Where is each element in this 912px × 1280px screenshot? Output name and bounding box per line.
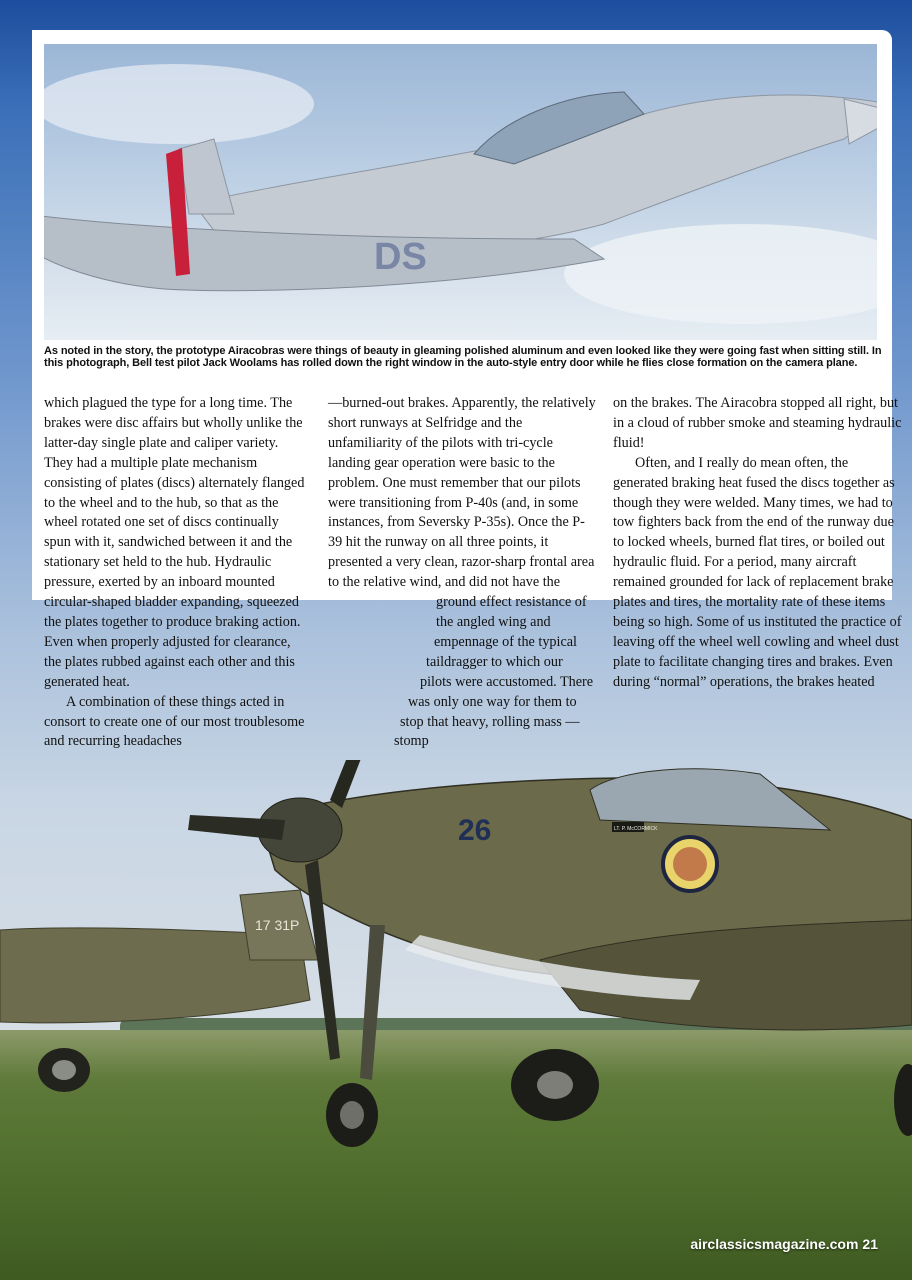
text-column-2 [328, 394, 596, 792]
plane-marking: DS [374, 236, 427, 278]
site-url: airclassicsmagazine.com [690, 1236, 859, 1252]
paragraph: on the brakes. The Airacobra stopped all right, but in a cloud of rubber smoke and steaming hydraulic fluid! [613, 395, 902, 451]
main-plane-number: 26 [458, 814, 492, 847]
silver-airacobra-illustration [44, 44, 877, 342]
photo-caption: As noted in the story, the prototype Airacobras were things of beauty in gleaming polished aluminum and even looked like they were going fast when sitting still. In this photograph, Bell test pilot Jack Woolams has rolled down the right window in the auto-style entry door while he flies close formation on the camera plane. [44, 345, 882, 369]
paragraph: —burned-out brakes. Apparently, the relatively short runways at Selfridge and the unfamiliarity of the pilots with tri-cycle landing gear operation were basic to the problem. One must remember that our pilots were transitioning from P-40s (and, in some instances, from Seversky P-35s). Once the P-39 hit the runway on all three points, it presented a very clean, razor-sharp frontal area to the relative wind, and did not have the ground effect resistance of the angled wing and empennage of the typical taildragger to which our pilots were accustomed. There was only one way for them to stop that heavy, rolling mass — stomp [328, 395, 596, 750]
paragraph: A combination of these things acted in consort to create one of our most troublesome and recurring headaches [44, 693, 305, 750]
page-footer [690, 1236, 878, 1252]
page-number: 21 [862, 1236, 878, 1252]
text-column-3 [613, 394, 903, 693]
rear-plane-tail-code: 17 31P [255, 917, 300, 933]
bottom-photo-p39s [0, 760, 912, 1260]
pilot-name-tag: LT. P. McCORMICK [614, 826, 658, 832]
paragraph: which plagued the type for a long time. The brakes were disc affairs but wholly unlike the latter-day single plate and caliper variety. They had a multiple plate mechanism consisting of plates (discs) alternately flanged to the wheel and to the hub, so that as the wheel rotated one set of discs continually spun with it, sandwiched between it and the stationary set held to the hub. Hydraulic pressure, exerted by an inboard mounted circular-shaped bladder expanding, squeezed the plates together to produce braking action. Even when properly adjusted for clearance, the plates rubbed against each other and this generated heat. [44, 395, 305, 690]
top-photo-airacobra-prototype [44, 44, 877, 342]
text-column-1 [44, 394, 306, 752]
paragraph: Often, and I really do mean often, the generated braking heat fused the discs together as though they were welded. Many times, we had to tow fighters back from the end of the runway due to locked wheels, burned flat tires, or boiled out hydraulic fluid. For a period, many aircraft remained grounded for lack of replacement brake plates and tires, the mortality rate of these items being so high. Some of us instituted the practice of leaving off the wheel well cowling and wheel dust plate to facilitate changing tires and brakes. Even during “normal” operations, the brakes heated [613, 454, 902, 690]
